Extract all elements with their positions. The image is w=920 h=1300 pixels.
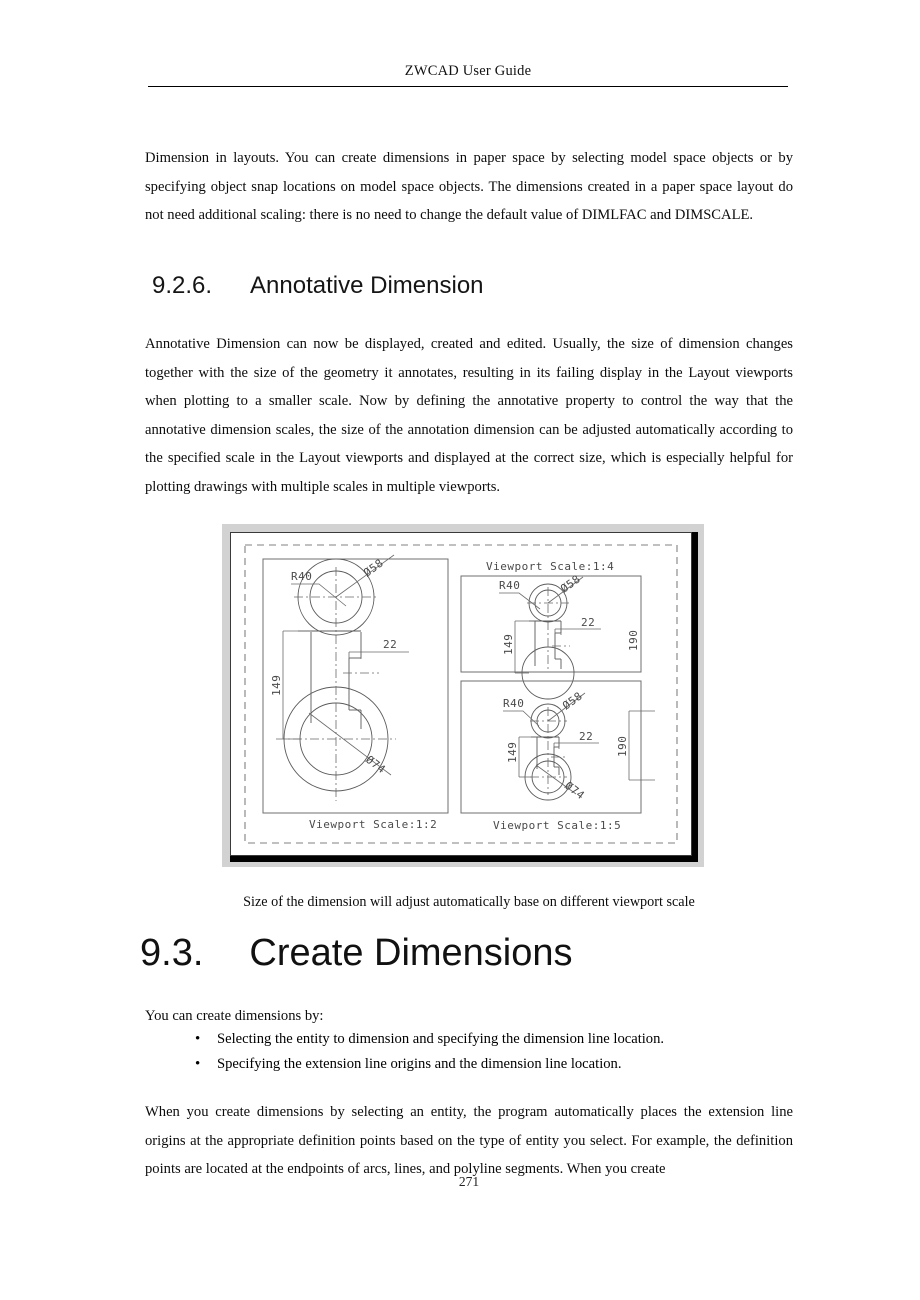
centre-lines-top-right [527, 587, 570, 672]
viewport-left [263, 555, 448, 831]
dim-label-22-top-right: 22 [581, 616, 596, 629]
dim-label-r40-top-right: R40 [499, 579, 521, 592]
viewport-left-scale-label: Viewport Scale:1:2 [309, 818, 438, 831]
dimension-22-left [349, 638, 409, 659]
dimension-d74-bottom-right [536, 765, 587, 802]
figure-drawing-sheet [230, 532, 692, 856]
dimension-149-bottom-right [506, 737, 537, 777]
viewport-left-border [263, 559, 448, 813]
bullet-icon: • [195, 1031, 201, 1047]
dim-label-d74-bottom-right: Ø74 [562, 779, 588, 803]
dim-label-149-left: 149 [270, 674, 283, 696]
dim-label-22-left: 22 [383, 638, 398, 651]
viewport-bottom-right-scale-label: Viewport Scale:1:5 [493, 819, 622, 832]
create-lead-in: You can create dimensions by: [145, 1008, 324, 1024]
viewport-top-right-scale-label: Viewport Scale:1:4 [486, 560, 615, 573]
dimension-149-top-right [502, 621, 535, 673]
annotative-paragraph: Annotative Dimension can now be displayed, created and edited. Usually, the size of dimension changes together with the size of the geometry it annotates, resulting in its failing display in the Layout viewports when plotting to a smaller scale. Now by defining the annotative property to control the way that the annotative dimension scales, the size of the annotation dimension can be adjusted automatically according to the specified scale in the Layout viewports and displayed at the correct size, which is especially helpful for plotting drawings with multiple scales in multiple viewports. [145, 336, 793, 495]
dim-label-d58-bottom-right: Ø58 [560, 689, 586, 713]
dim-label-149-bottom-right: 149 [506, 741, 519, 763]
viewport-bottom-right-border [461, 681, 641, 813]
page-number: 271 [458, 1174, 480, 1189]
dim-label-r40-bottom-right: R40 [503, 697, 525, 710]
intro-paragraph: Dimension in layouts. You can create dimensions in paper space by selecting model space objects or by specifying object snap locations on model space objects. The dimensions created in a paper space layout do not need additional scaling: there is no need to change the default value of DIMLFAC and DIMSCALE. [145, 150, 793, 223]
list-item-text: Selecting the entity to dimension and specifying the dimension line location. [217, 1031, 665, 1047]
dimension-r40-top-right [499, 579, 540, 609]
page-header [148, 62, 788, 80]
bullet-icon: • [195, 1056, 201, 1072]
heading-9-2-6-title: Annotative Dimension [250, 272, 484, 299]
dim-label-d58-left: Ø58 [361, 556, 387, 580]
dim-label-190-top-right: 190 [627, 629, 640, 651]
dimension-190-top-right-clipped [627, 630, 640, 651]
list-item [145, 1052, 793, 1077]
header-divider [148, 86, 788, 87]
dimension-149-left [270, 631, 311, 739]
dimension-190-bottom-right [616, 711, 655, 780]
heading-9-2-6 [152, 272, 484, 300]
list-item-text: Specifying the extension line origins and the dimension line location. [217, 1056, 622, 1072]
dimension-d58-top-right [548, 572, 583, 603]
dimension-d58-left [336, 555, 394, 597]
viewport-top-right [461, 560, 641, 699]
cad-drawing [231, 533, 691, 855]
header-title: ZWCAD User Guide [404, 63, 532, 79]
list-item [145, 1027, 793, 1052]
dimension-d74-left [309, 713, 391, 776]
dim-label-190-bottom-right: 190 [616, 735, 629, 757]
dimension-22-top-right [555, 616, 601, 635]
heading-9-3-number: 9.3. [140, 932, 204, 974]
dim-label-d74-left: Ø74 [363, 753, 389, 777]
annotative-dimension-figure [222, 524, 704, 867]
heading-9-3-title: Create Dimensions [249, 932, 573, 974]
closing-paragraph: When you create dimensions by selecting an entity, the program automatically places the extension line origins at the appropriate definition points based on the type of entity you select. For example, the definition points are located at the endpoints of arcs, lines, and polyline segments. When you create [145, 1104, 793, 1177]
figure-caption: Size of the dimension will adjust automatically base on different viewport scale [243, 894, 695, 910]
dim-label-22-bottom-right: 22 [579, 730, 594, 743]
create-dimensions-bullet-list [145, 1027, 793, 1077]
heading-9-2-6-number: 9.2.6. [152, 272, 213, 299]
dim-label-149-top-right: 149 [502, 633, 515, 655]
viewport-bottom-right [461, 681, 655, 832]
dim-label-d58-top-right: Ø58 [558, 572, 584, 596]
heading-9-3 [140, 932, 573, 975]
dim-label-r40-left: R40 [291, 570, 313, 583]
